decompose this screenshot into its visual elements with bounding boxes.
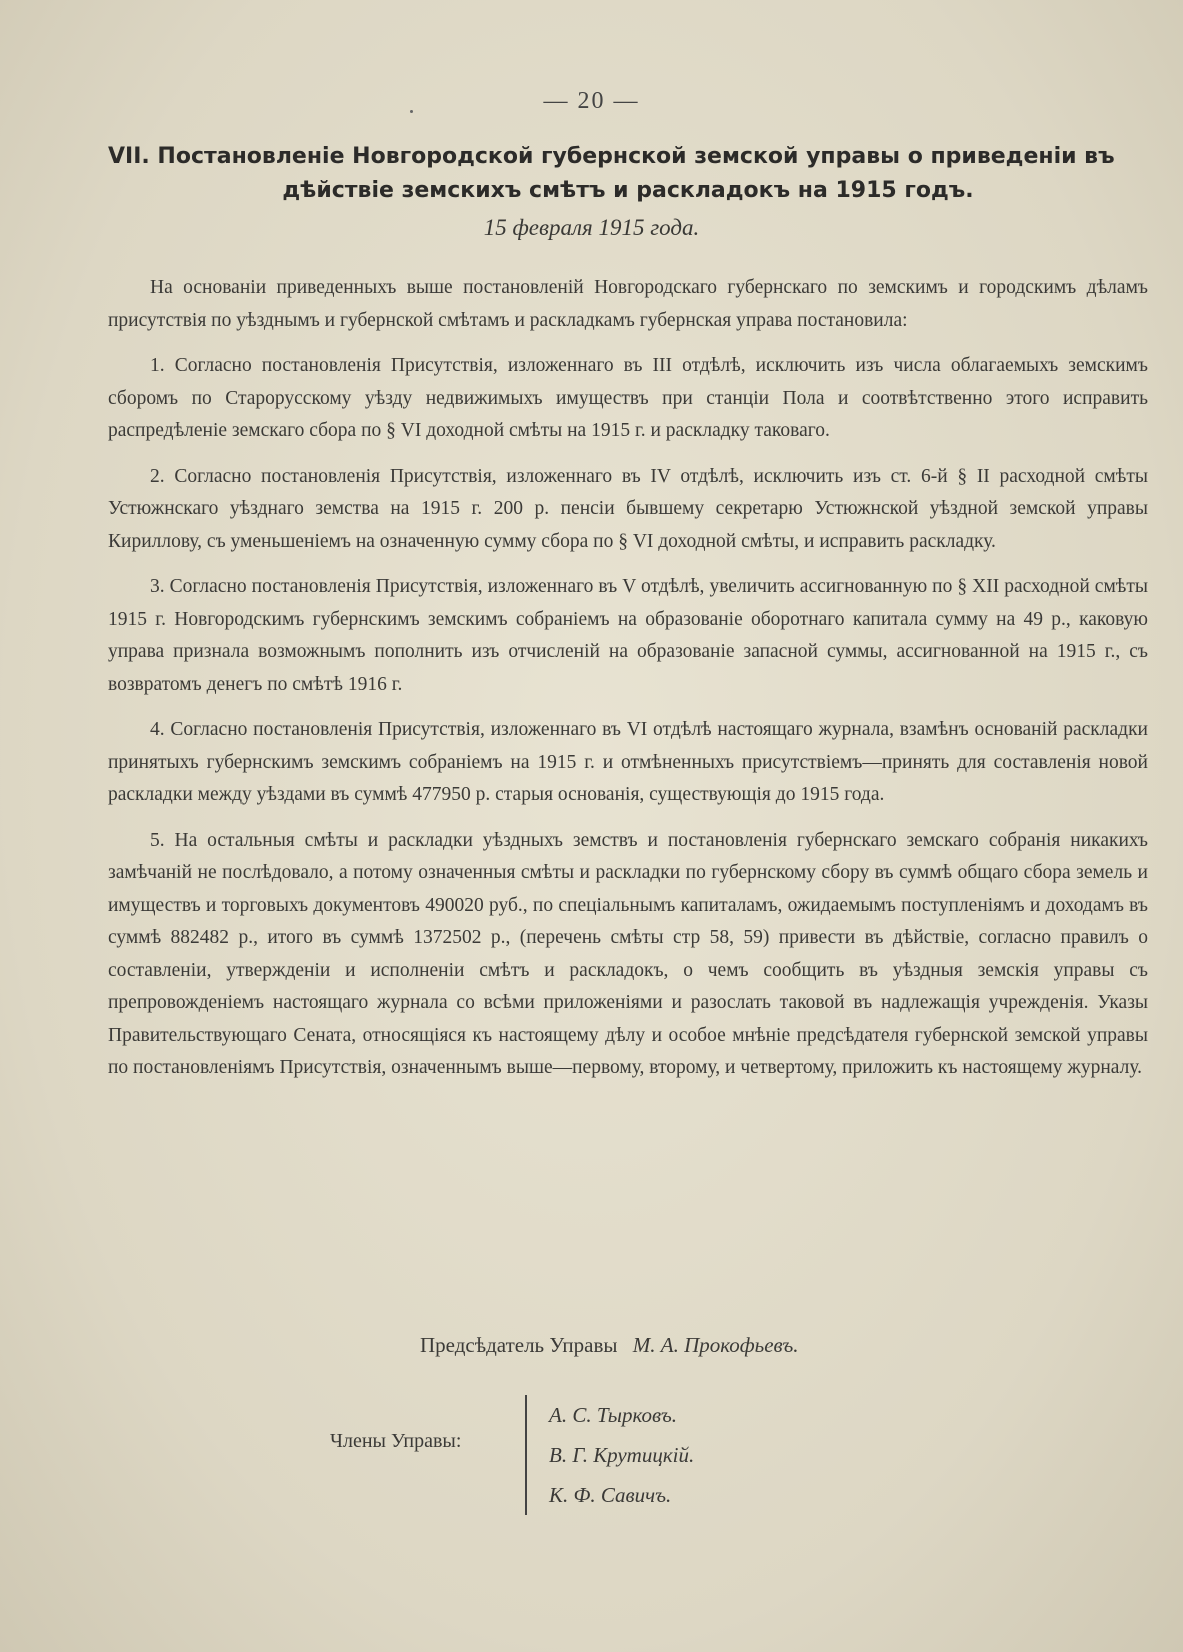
document-body <box>108 272 1148 1098</box>
paragraph-item-5: 5. На остальныя смѣты и раскладки уѣздныхъ земствъ и постановленія губернскаго земскаго собранія никакихъ замѣчаній не послѣдовало, а потому означенныя смѣты и раскладки по губернскому сбору въ суммѣ общаго сбора земель и имуществъ и торговыхъ документовъ 490020 руб., по спеціальнымъ капиталамъ, ожидаемымъ поступленіямъ и доходамъ въ суммѣ 882482 р., итого въ суммѣ 1372502 р., (перечень смѣты стр 58, 59) привести въ дѣйствіе, согласно правилъ о составленіи, утвержденіи и исполненіи смѣтъ и раскладокъ, о чемъ сообщить въ уѣздныя земскія управы съ препровожденіемъ настоящаго журнала со всѣми приложеніями и разослать таковой въ надлежащія учрежденія. Указы Правительствующаго Сената, относящіяся къ настоящему дѣлу и особое мнѣніе предсѣдателя губернской земской управы по постановленіямъ Присутствія, означеннымъ выше—первому, второму, и четвертому, приложить къ настоящему журналу. <box>108 829 1148 1078</box>
paragraph-item-4: 4. Согласно постановленія Присутствія, изложеннаго въ VI отдѣлѣ настоящаго журнала, взамѣнъ основаній раскладки принятыхъ губернскимъ земскимъ собраніемъ на 1915 г. и отмѣненныхъ присутствіемъ—принять для составленія новой раскладки между уѣздами въ суммѣ 477950 р. старыя основанія, существующія до 1915 года. <box>108 719 1148 805</box>
heading-line-2: дѣйствіе земскихъ смѣтъ и раскладокъ на 1915 годъ. <box>282 178 974 203</box>
paragraph-item-2: 2. Согласно постановленія Присутствія, изложеннаго въ IV отдѣлѣ, исключить изъ ст. 6-й § II расходной смѣты Устюжнскаго уѣзднаго земства на 1915 г. 200 р. пенсіи бывшему секретарю Устюжнской уѣздной земской управы Кириллову, съ уменьшеніемъ на означенную сумму сбора по § VI доходной смѣты, и исправить раскладку. <box>108 465 1148 552</box>
members-list <box>525 1395 694 1515</box>
chairman-name: М. А. Прокофьевъ. <box>632 1333 799 1357</box>
paragraph-item-1: 1. Согласно постановленія Присутствія, изложеннаго въ III отдѣлѣ, исключить изъ числа облагаемыхъ земскимъ сборомъ по Старорусскому уѣзду недвижимыхъ имуществъ при станціи Пола и соотвѣтственно этого исправить распредѣленіе земскаго сбора по § VI доходной смѣты на 1915 г. и раскладку таковаго. <box>108 355 1148 441</box>
intro-paragraph: На основаніи приведенныхъ выше постановленій Новгородскаго губернскаго по земскимъ и городскимъ дѣламъ присутствія по уѣзднымъ и губернской смѣтамъ и раскладкамъ губернская управа постановила: <box>108 277 1148 331</box>
members-label: Члены Управы: <box>330 1430 462 1452</box>
paragraph-item-3: 3. Согласно постановленія Присутствія, изложеннаго въ V отдѣлѣ, увеличить ассигнованную по § XII расходной смѣты 1915 г. Новгородскимъ губернскимъ земскимъ собраніемъ на образованіе оборотнаго капитала сумму на 49 р., каковую управа признала возможнымъ пополнить изъ отчисленій на образованіе запасной суммы, ассигнованной на 1915 г., съ возвратомъ денегъ по смѣтѣ 1916 г. <box>108 576 1148 695</box>
page-number: — 20 — <box>543 88 640 114</box>
heading-line-1: VII. Постановленіе Новгородской губернской земской управы о приведеніи въ <box>108 144 1115 169</box>
chairman-label: Предсѣдатель Управы <box>420 1333 618 1357</box>
member-name: К. Ф. Савичъ. <box>549 1483 672 1507</box>
member-name: В. Г. Крутицкій. <box>549 1443 695 1467</box>
chairman-signature-line <box>420 1333 1120 1358</box>
member-name: А. С. Тырковъ. <box>549 1403 677 1427</box>
resolution-date: 15 февраля 1915 года. <box>483 215 700 240</box>
section-heading <box>108 140 1148 208</box>
